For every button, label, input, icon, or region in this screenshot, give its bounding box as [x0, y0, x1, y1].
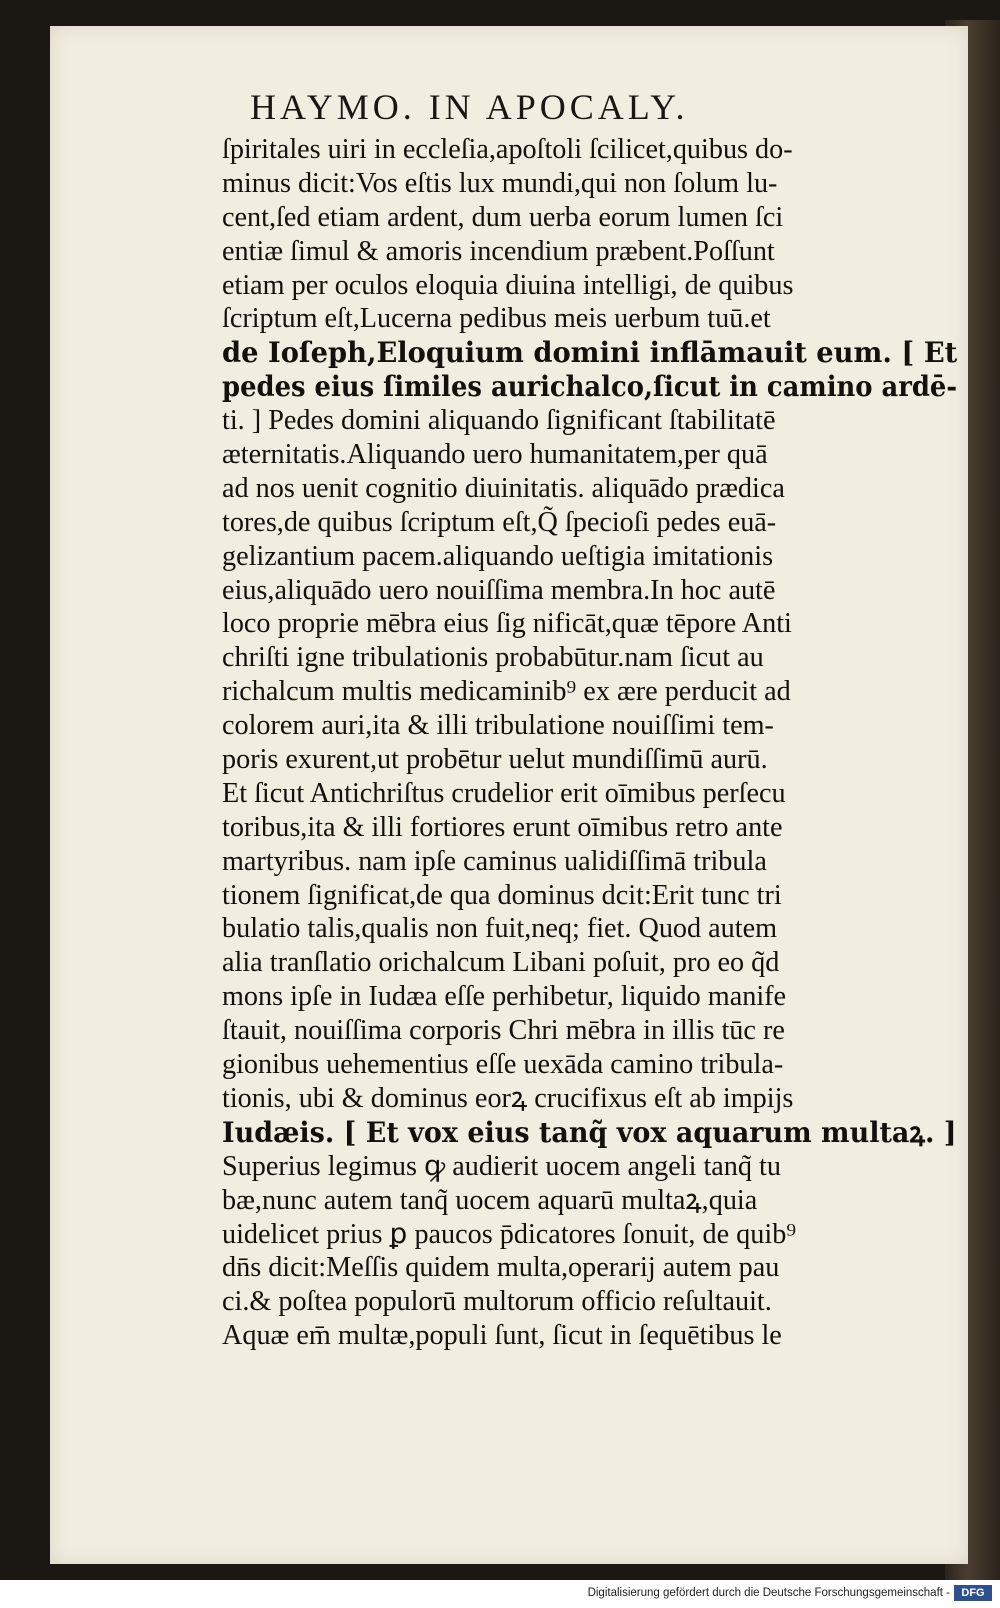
text-line: ſtauit, nouiſſima corporis Chri mēbra in illis tūc re — [222, 1015, 785, 1047]
text-line: bæ,nunc autem tanq̃ uocem aquarū multaꝝ,quia — [222, 1184, 758, 1216]
text-line: Aquæ em̄ multæ,populi ſunt, ſicut in ſequētibus le — [222, 1320, 782, 1352]
text-line: ci.& poſtea populorū multorum officio reſultauit. — [222, 1286, 772, 1318]
text-line: eius,aliquādo uero nouiſſima membra.In hoc autē — [222, 574, 776, 606]
text-line: martyribus. nam ipſe caminus ualidiſſimā tribula — [222, 845, 767, 877]
text-line: alia tranſlatio orichalcum Libani poſuit, pro eo q̃d — [222, 947, 780, 979]
text-line: colorem auri,ita & illi tribulatione nouiſſimi tem- — [222, 710, 774, 742]
text-line: gionibus uehementius eſſe uexāda camino tribula- — [222, 1049, 784, 1081]
text-line: chriſti igne tribulationis probabūtur.nam ſicut au — [222, 642, 764, 674]
text-line: Et ſicut Antichriſtus crudelior erit oīmibus perſecu — [222, 777, 786, 809]
text-line: minus dicit:Vos eſtis lux mundi,qui non ſolum lu- — [222, 167, 778, 199]
text-line: mons ipſe in Iudæa eſſe perhibetur, liquido manife — [222, 981, 787, 1013]
text-line: uidelicet prius ꝑ paucos p̄dicatores ſonuit, de quib⁹ — [222, 1218, 797, 1250]
digitization-footer — [0, 1580, 1000, 1608]
text-line: gelizantium pacem.aliquando ueſtigia imitationis — [222, 540, 774, 572]
text-line: de Ioſeph,Eloquium domini inflāmauit eum. [ Et — [222, 336, 958, 370]
text-line: ſpiritales uiri in eccleſia,apoſtoli ſcilicet,quibus do- — [222, 134, 793, 165]
text-line: ti. ] Pedes domini aliquando ſignificant ſtabilitatē — [222, 405, 776, 437]
text-line: Iudæis. [ Et vox eius tanq̃ vox aquarum multaꝝ. ] — [222, 1115, 957, 1149]
text-line: dn̄s dicit:Meſſis quidem multa,operarij autem pau — [222, 1252, 780, 1284]
text-line: ſcriptum eſt,Lucerna pedibus meis uerbum tuū.et — [222, 303, 771, 335]
text-line: entiæ ſimul & amoris incendium præbent.Poſſunt — [222, 235, 775, 267]
main-text-block — [222, 133, 957, 1353]
text-line: bulatio talis,qualis non fuit,neq; fiet. Quod autem — [222, 913, 778, 945]
text-line: tionis, ubi & dominus eorꝝ crucifixus eſt ab impijs — [222, 1082, 794, 1114]
text-line: toribus,ita & illi fortiores erunt oīmibus retro ante — [222, 811, 783, 843]
text-line: Superius legimus ꝙ audierit uocem angeli tanq̃ tu — [222, 1150, 781, 1182]
text-line: cent,ſed etiam ardent, dum uerba eorum lumen ſci — [222, 201, 784, 233]
text-line: loco proprie mēbra eius ſig nificāt,quæ tēpore Anti — [222, 608, 792, 640]
text-line: richalcum multis medicaminib⁹ ex ære perducit ad — [222, 676, 791, 708]
text-line: pedes eius ſimiles aurichalco,ſicut in camino ardē- — [222, 370, 958, 404]
text-line: tionem ſignificat,de qua dominus dcit:Erit tunc tri — [222, 879, 782, 911]
text-line: poris exurent,ut probētur uelut mundiſſimū aurū. — [222, 744, 768, 776]
text-line: ad nos uenit cognitio diuinitatis. aliquādo prædica — [222, 472, 785, 504]
text-line: tores,de quibus ſcriptum eſt,Q̃ ſpecioſi pedes euā- — [222, 506, 777, 538]
text-line: etiam per oculos eloquia diuina intelligi, de quibus — [222, 269, 794, 301]
text-line: æternitatis.Aliquando uero humanitatem,per quā — [222, 439, 768, 471]
dfg-logo: DFG — [954, 1585, 992, 1601]
funding-note: Digitalisierung gefördert durch die Deutsche Forschungsgemeinschaft - — [587, 1587, 950, 1599]
running-head: HAYMO. IN APOCALY. — [250, 87, 689, 127]
